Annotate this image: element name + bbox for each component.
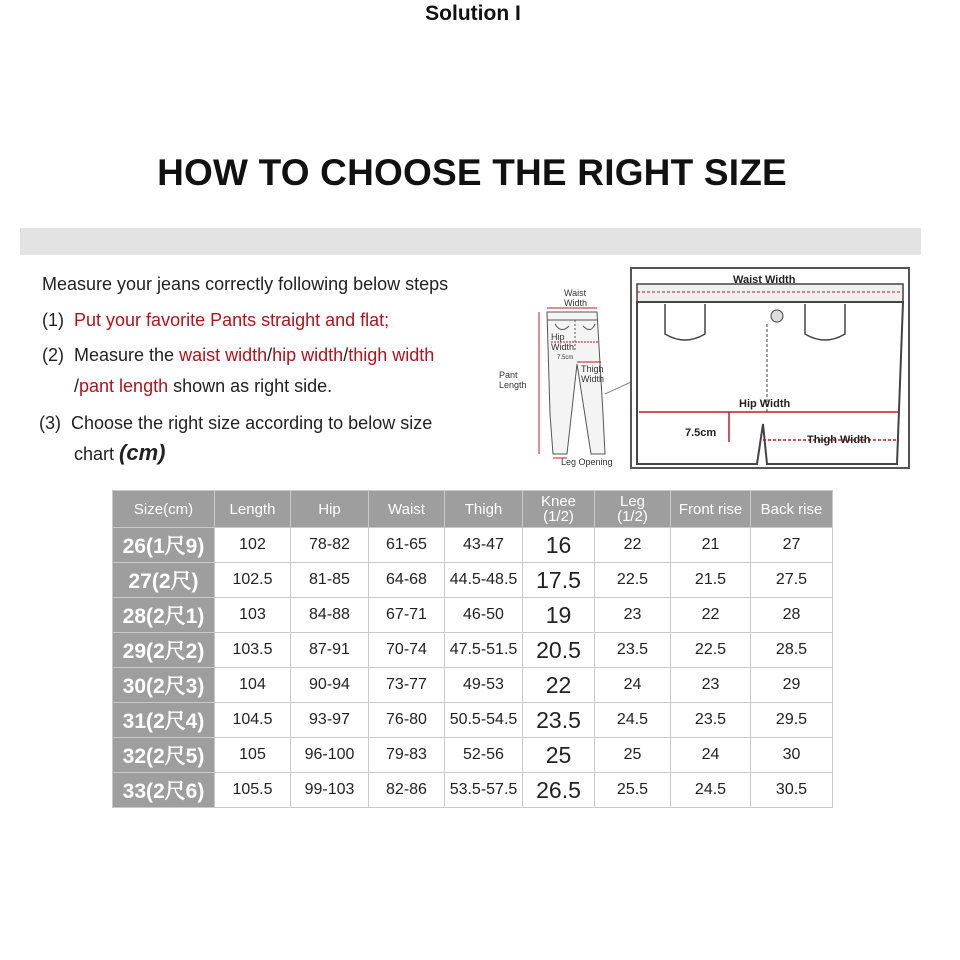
waist-width-label: Waist Width: [733, 274, 796, 286]
table-cell: 21: [671, 528, 751, 563]
table-cell: 70-74: [369, 633, 445, 668]
step-1-text: Put your favorite Pants straight and flat;: [74, 310, 390, 330]
step-3-line-1: [39, 413, 432, 434]
size-label-cell: 32(2尺5): [113, 738, 215, 773]
table-cell: 52-56: [445, 738, 523, 773]
size-label-cell: 29(2尺2): [113, 633, 215, 668]
step-2-hip: hip width: [272, 345, 344, 365]
table-cell: 84-88: [291, 598, 369, 633]
table-cell: 29.5: [751, 703, 833, 738]
small-thigh-label: Thigh Width: [581, 364, 605, 384]
table-row: [113, 598, 833, 633]
table-cell: 27.5: [751, 563, 833, 598]
table-header-cell: Waist: [369, 491, 445, 528]
step-1: [42, 310, 389, 331]
table-cell: 87-91: [291, 633, 369, 668]
step-1-number: (1): [42, 310, 64, 330]
table-cell: 30: [751, 738, 833, 773]
table-cell: 27: [751, 528, 833, 563]
step-3-line-2: [74, 440, 166, 466]
table-row: [113, 668, 833, 703]
table-cell: 23.5: [671, 703, 751, 738]
intro-text: Measure your jeans correctly following below steps: [42, 274, 449, 294]
table-cell: 25: [523, 738, 595, 773]
table-cell: 22.5: [595, 563, 671, 598]
step-3-number: (3): [39, 413, 61, 433]
pant-length-label: Pant Length: [499, 370, 527, 390]
table-cell: 93-97: [291, 703, 369, 738]
size-chart-table: [112, 490, 833, 808]
step-2-line-1: [42, 345, 434, 366]
table-cell: 21.5: [671, 563, 751, 598]
table-cell: 90-94: [291, 668, 369, 703]
table-row: [113, 633, 833, 668]
table-cell: 103.5: [215, 633, 291, 668]
table-header-cell: Length: [215, 491, 291, 528]
jeans-measurement-diagram: [495, 264, 915, 472]
solution-label: Solution I: [425, 2, 521, 25]
step-2-text-b: shown as right side.: [168, 376, 333, 396]
table-cell: 23.5: [523, 703, 595, 738]
table-header-cell: Back rise: [751, 491, 833, 528]
table-row: [113, 738, 833, 773]
size-label-cell: 33(2尺6): [113, 773, 215, 808]
small-75-label: 7.5cm: [557, 355, 574, 361]
table-cell: 22.5: [671, 633, 751, 668]
table-cell: 23: [671, 668, 751, 703]
page-title: HOW TO CHOOSE THE RIGHT SIZE: [157, 152, 787, 193]
diagram-connector: [605, 382, 631, 394]
small-waist-label: Waist Width: [564, 288, 588, 308]
step-2-waist: waist width: [179, 345, 268, 365]
table-cell: 105.5: [215, 773, 291, 808]
table-cell: 23.5: [595, 633, 671, 668]
table-cell: 24.5: [671, 773, 751, 808]
table-cell: 96-100: [291, 738, 369, 773]
thigh-width-label: Thigh Width: [807, 434, 871, 446]
step-2-line-2: [74, 376, 332, 397]
step-2-text-a: Measure the: [74, 345, 175, 365]
table-cell: 103: [215, 598, 291, 633]
leg-opening-label: Leg Opening: [561, 457, 613, 467]
table-header-cell: Hip: [291, 491, 369, 528]
table-header-cell: Front rise: [671, 491, 751, 528]
step-3-cm: (cm): [119, 440, 166, 465]
step-2-length: pant length: [79, 376, 169, 396]
table-header-cell: Leg (1/2): [595, 491, 671, 528]
table-cell: 22: [595, 528, 671, 563]
table-cell: 24: [595, 668, 671, 703]
table-cell: 79-83: [369, 738, 445, 773]
table-cell: 17.5: [523, 563, 595, 598]
table-cell: 104: [215, 668, 291, 703]
step-3-text: Choose the right size according to below size: [71, 413, 433, 433]
size-label-cell: 30(2尺3): [113, 668, 215, 703]
table-cell: 46-50: [445, 598, 523, 633]
table-cell: 50.5-54.5: [445, 703, 523, 738]
table-cell: 29: [751, 668, 833, 703]
table-cell: 30.5: [751, 773, 833, 808]
table-cell: 61-65: [369, 528, 445, 563]
size-label-cell: 31(2尺4): [113, 703, 215, 738]
step-3-chart: chart: [74, 444, 115, 464]
table-cell: 44.5-48.5: [445, 563, 523, 598]
table-cell: 104.5: [215, 703, 291, 738]
table-row: [113, 773, 833, 808]
table-cell: 82-86: [369, 773, 445, 808]
table-cell: 22: [523, 668, 595, 703]
table-cell: 24: [671, 738, 751, 773]
table-cell: 99-103: [291, 773, 369, 808]
table-row: [113, 703, 833, 738]
table-cell: 102: [215, 528, 291, 563]
table-cell: 105: [215, 738, 291, 773]
small-hip-label: Hip Width: [551, 332, 575, 352]
table-cell: 24.5: [595, 703, 671, 738]
table-cell: 25: [595, 738, 671, 773]
table-header-cell: Size(cm): [113, 491, 215, 528]
table-cell: 73-77: [369, 668, 445, 703]
size-label-cell: 27(2尺): [113, 563, 215, 598]
table-cell: 43-47: [445, 528, 523, 563]
size-label-cell: 28(2尺1): [113, 598, 215, 633]
table-cell: 49-53: [445, 668, 523, 703]
table-cell: 53.5-57.5: [445, 773, 523, 808]
step-2-number: (2): [42, 345, 64, 365]
table-cell: 16: [523, 528, 595, 563]
table-cell: 67-71: [369, 598, 445, 633]
table-row: [113, 563, 833, 598]
table-cell: 26.5: [523, 773, 595, 808]
step-2-thigh: thigh width: [348, 345, 435, 365]
hip-width-label: Hip Width: [739, 398, 791, 410]
table-cell: 76-80: [369, 703, 445, 738]
table-cell: 47.5-51.5: [445, 633, 523, 668]
table-cell: 25.5: [595, 773, 671, 808]
seven-five-label: 7.5cm: [685, 427, 717, 439]
table-cell: 19: [523, 598, 595, 633]
step-2-slash-2: /: [343, 345, 349, 365]
table-cell: 81-85: [291, 563, 369, 598]
table-row: [113, 528, 833, 563]
table-cell: 23: [595, 598, 671, 633]
step-2-slash-1: /: [267, 345, 273, 365]
table-header-cell: Knee (1/2): [523, 491, 595, 528]
size-label-cell: 26(1尺9): [113, 528, 215, 563]
solution-band: [20, 228, 921, 255]
table-header-cell: Thigh: [445, 491, 523, 528]
table-cell: 102.5: [215, 563, 291, 598]
table-header-row: [113, 491, 833, 528]
table-cell: 28.5: [751, 633, 833, 668]
step-2-slash-3: /: [74, 376, 80, 396]
table-cell: 20.5: [523, 633, 595, 668]
table-cell: 64-68: [369, 563, 445, 598]
table-cell: 22: [671, 598, 751, 633]
table-cell: 28: [751, 598, 833, 633]
table-cell: 78-82: [291, 528, 369, 563]
